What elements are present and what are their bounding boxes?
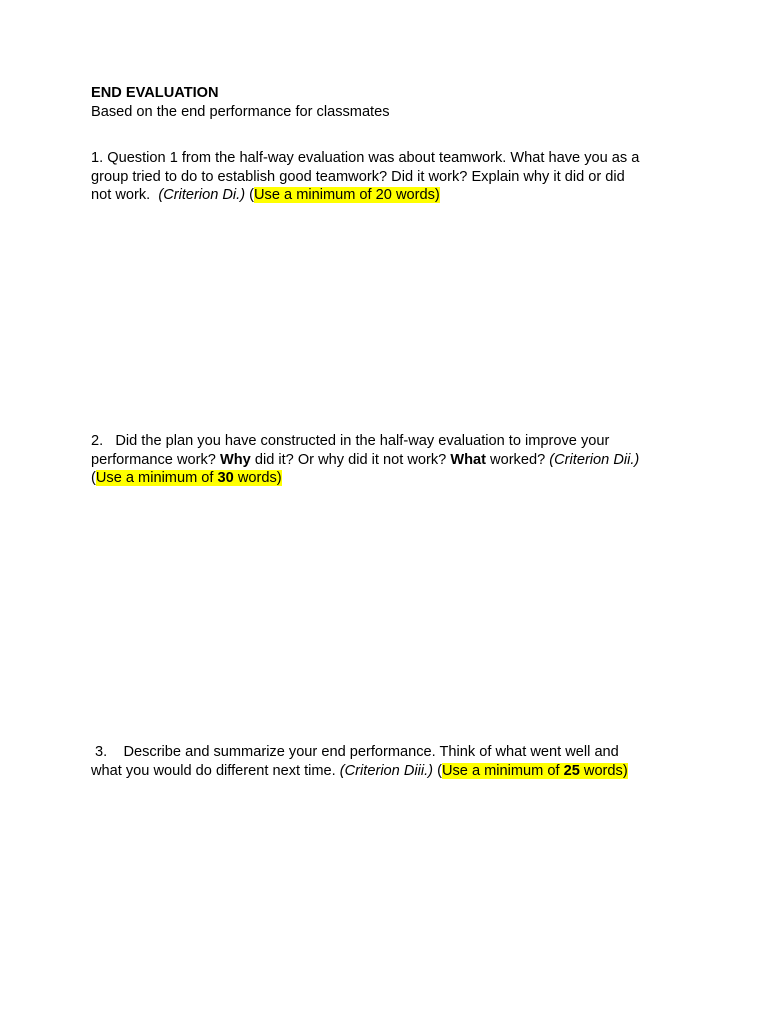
question-3-req-text-b: words) xyxy=(579,762,628,779)
question-3 xyxy=(91,743,691,780)
question-1-line-3 xyxy=(91,186,691,205)
question-2 xyxy=(91,432,691,488)
question-3-paren: ( xyxy=(433,762,442,779)
question-3-req-text-a: Use a minimum of xyxy=(441,762,564,779)
question-2-what: What xyxy=(450,451,486,468)
question-1-criterion: (Criterion Di.) xyxy=(158,187,246,203)
question-3-line-2 xyxy=(91,762,691,781)
question-1-word-requirement: Use a minimum of 20 words) xyxy=(254,187,440,203)
question-2-req-number: 30 xyxy=(217,470,234,486)
question-2-criterion: (Criterion Dii.) xyxy=(549,451,640,468)
question-1-text-end: not work. xyxy=(91,187,159,203)
question-3-req-number: 25 xyxy=(563,762,580,779)
question-1-paren: ( xyxy=(245,187,255,203)
question-1-line-2: group tried to do to establish good teamwork? Did it work? Explain why it did or did xyxy=(91,168,625,185)
document-header xyxy=(91,84,691,121)
question-2-line-2 xyxy=(91,451,691,470)
question-2-req-text-b: words) xyxy=(233,470,282,486)
question-2-why: Why xyxy=(219,451,251,468)
question-2-word-requirement xyxy=(96,470,282,486)
question-2-line-1: 2. Did the plan you have constructed in the half-way evaluation to improve your xyxy=(91,433,610,449)
question-3-text-end: what you would do different next time. xyxy=(91,762,340,779)
question-2-text-b: did it? Or why did it not work? xyxy=(250,451,451,468)
question-2-req-text-a: Use a minimum of xyxy=(95,470,218,486)
question-2-paren: ( xyxy=(91,470,96,486)
question-3-line-1: 3. Describe and summarize your end performance. Think of what went well and xyxy=(91,744,619,760)
question-1-line-1: 1. Question 1 from the half-way evaluation was about teamwork. What have you as a xyxy=(91,150,640,166)
question-1 xyxy=(91,149,691,205)
question-3-criterion: (Criterion Diii.) xyxy=(339,762,434,779)
question-2-line-3 xyxy=(91,469,691,488)
document-title: END EVALUATION xyxy=(91,85,219,101)
question-2-text-c: worked? xyxy=(485,451,550,468)
question-2-text-a: performance work? xyxy=(91,451,220,468)
document-subtitle: Based on the end performance for classmates xyxy=(91,103,390,120)
question-3-word-requirement xyxy=(442,763,628,779)
